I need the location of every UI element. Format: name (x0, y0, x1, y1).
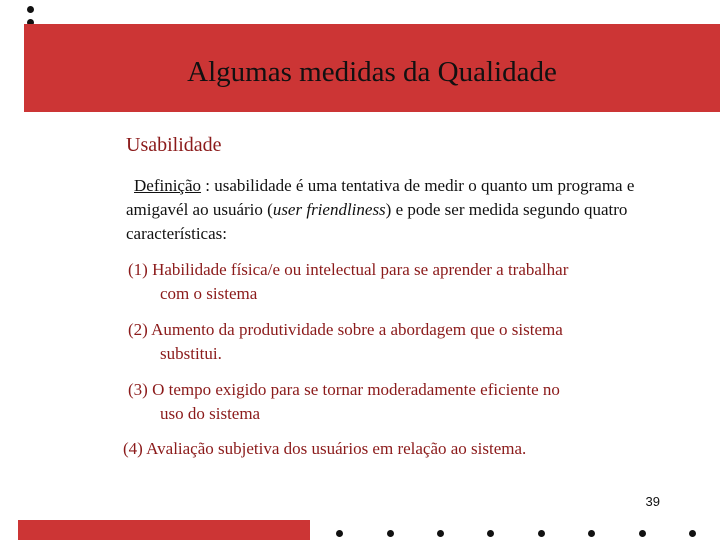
decor-dot (437, 530, 444, 537)
definition-text-2: ) e pode ser medida segundo quatro características: (126, 200, 628, 243)
definition-paragraph (126, 174, 646, 246)
list-item-continuation: com o sistema (160, 284, 258, 303)
decor-dot (639, 530, 646, 537)
list-item (123, 437, 526, 461)
definition-term: Definição (134, 176, 202, 195)
list-item-continuation: uso do sistema (160, 404, 261, 423)
list-item-continuation: substitui. (160, 344, 222, 363)
definition-emphasis: user friendliness (272, 200, 386, 219)
list-item (128, 378, 560, 426)
list-item (128, 318, 563, 366)
list-item-line: (3) O tempo exigido para se tornar moderadamente eficiente no (128, 380, 560, 399)
page-number: 39 (645, 494, 660, 509)
decor-dot (538, 530, 545, 537)
footer-bar (18, 520, 310, 540)
decor-dot (336, 530, 343, 537)
slide-title: Algumas medidas da Qualidade (187, 56, 557, 88)
decor-dot (588, 530, 595, 537)
list-item-line: (1) Habilidade física/e ou intelectual para se aprender a trabalhar (128, 260, 569, 279)
section-heading: Usabilidade (126, 134, 222, 156)
list-item-line: (2) Aumento da produtividade sobre a abordagem que o sistema (128, 320, 563, 339)
list-item (128, 258, 568, 306)
definition-text-1: : usabilidade é uma tentativa de medir o quanto um programa e amigavél ao usuário ( (126, 176, 635, 219)
decor-dot (387, 530, 394, 537)
decor-dot (27, 6, 34, 13)
decor-dot (487, 530, 494, 537)
decor-dot (689, 530, 696, 537)
list-item-line: (4) Avaliação subjetiva dos usuários em relação ao sistema. (123, 439, 527, 458)
